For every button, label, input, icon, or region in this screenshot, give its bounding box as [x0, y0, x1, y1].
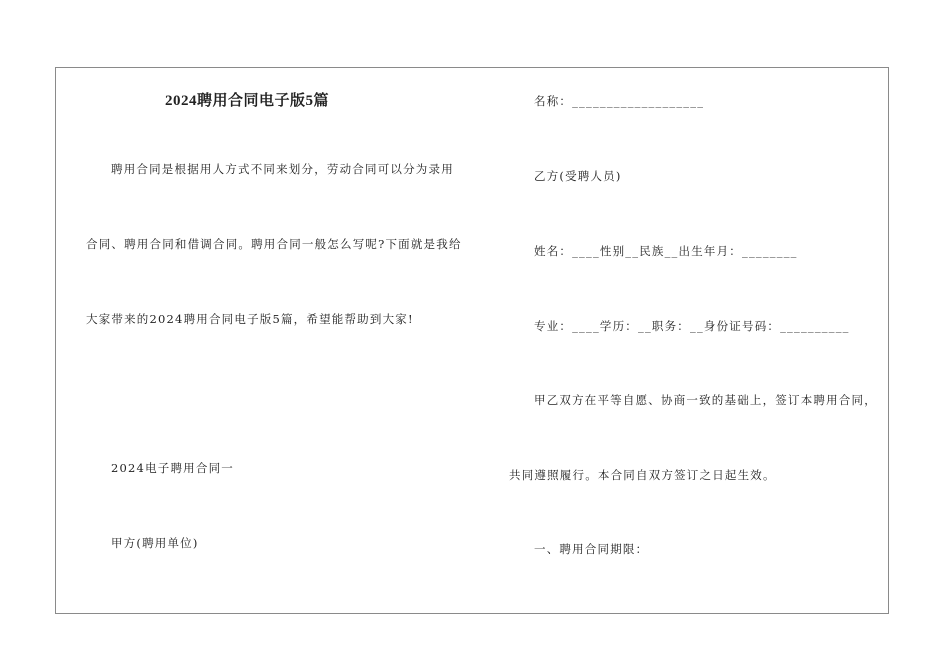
term-heading: 一、聘用合同期限： [534, 542, 649, 556]
document-title: 2024聘用合同电子版5篇 [165, 93, 330, 109]
agreement-line-1: 甲乙双方在平等自愿、协商一致的基础上，签订本聘用合同， [534, 393, 877, 407]
party-a-label: 甲方(聘用单位) [111, 536, 199, 550]
intro-line-3: 大家带来的2024聘用合同电子版5篇，希望能帮助到大家! [86, 312, 414, 326]
party-b-label: 乙方(受聘人员) [534, 169, 622, 183]
section-heading: 2024电子聘用合同一 [111, 461, 234, 475]
name-field-line: 名称：___________________ [534, 94, 705, 108]
personal-info-line: 姓名：____性别__民族__出生年月：________ [534, 244, 798, 258]
intro-line-2: 合同、聘用合同和借调合同。聘用合同一般怎么写呢?下面就是我给 [86, 237, 462, 251]
document-page-frame [55, 67, 889, 614]
intro-line-1: 聘用合同是根据用人方式不同来划分，劳动合同可以分为录用 [111, 162, 454, 176]
education-info-line: 专业：____学历：__职务：__身份证号码：__________ [534, 319, 850, 333]
agreement-line-2: 共同遵照履行。本合同自双方签订之日起生效。 [509, 468, 776, 482]
